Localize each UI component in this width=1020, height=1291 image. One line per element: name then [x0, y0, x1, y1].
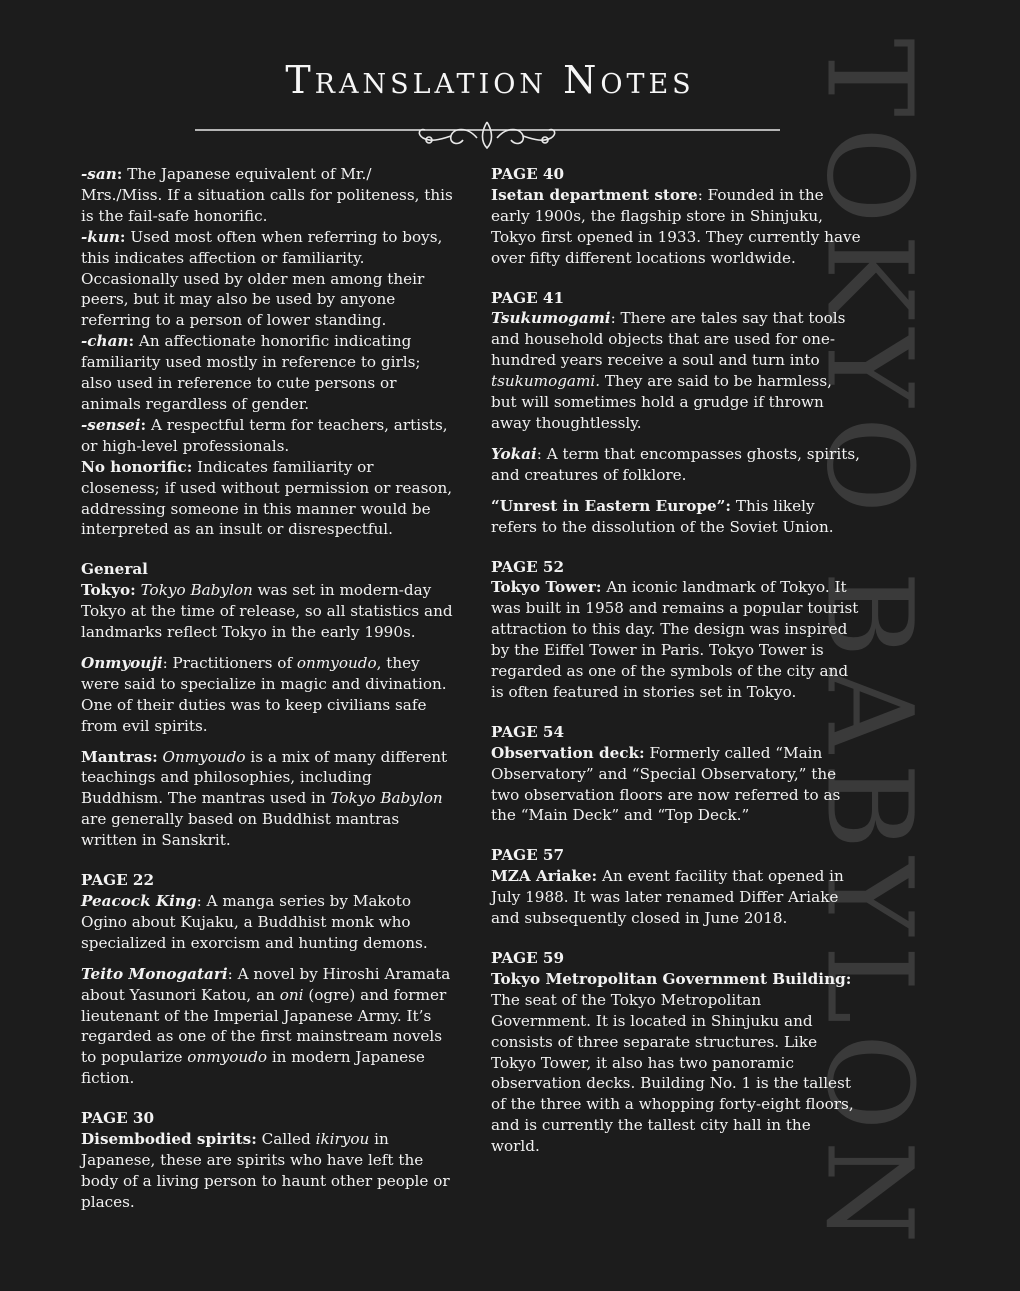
note-text: is a mix of many different teachings and philosophies, including Buddhism. The mantras used in [81, 747, 448, 808]
note-disembodied-spirits [81, 1129, 453, 1213]
note-term: Tokyo: [81, 581, 136, 600]
note-text: Called [261, 1130, 311, 1149]
note-term: Tsukumogami [491, 309, 611, 328]
note-onmyouji [81, 653, 453, 737]
note-observation-deck [491, 743, 861, 827]
note-tokyo [81, 580, 453, 643]
note-text: Used most often when referring to boys, this indicates affection or familiarity. Occasionally used by older men among their peers, but it may also be used by anyone referring to a person of lower standing. [81, 227, 443, 330]
note-term: Observation deck: [491, 743, 645, 762]
note-tokyo-tower [491, 577, 861, 702]
note-term: Tokyo Metropolitan Government Building: [491, 969, 852, 988]
note-tmg-building [491, 969, 861, 1157]
note-italic: oni [279, 985, 304, 1004]
note-text: Formerly called “Main Observatory” and “Special Observatory,” the two observation floors are now referred to as the “Main Deck” and “Top Deck.” [491, 743, 841, 825]
note-term: “Unrest in Eastern Europe”: [491, 496, 731, 515]
note-sensei: -sensei: A respectful term for teachers, artists, or high-level professionals. [81, 415, 448, 455]
note-text: : Founded in the early 1900s, the flagship store in Shinjuku, Tokyo first opened in 1933. They currently have over fifty different locations worldwide. [491, 185, 861, 267]
note-text: The seat of the Tokyo Metropolitan Government. It is located in Shinjuku and consists of three separate structures. Like Tokyo Tower, it also has two panoramic observation decks. Building No. 1 is the tallest of the three with a whopping forty-eight floors, and is currently the tallest city hall in the world. [491, 990, 854, 1156]
section-heading-page-41: PAGE 41 [491, 288, 565, 307]
note-term: -sensei [81, 415, 141, 434]
note-italic: Onmyoudo [162, 747, 246, 766]
section-heading-page-54: PAGE 54 [491, 722, 565, 741]
note-kun: -kun: Used most often when referring to boys, this indicates affection or familiarity. Occasionally used by older men among their peers, but it may also be used by anyone referring to a person of lower standing. [81, 227, 443, 330]
note-teito-monogatari [81, 964, 453, 1089]
note-text: : Practitioners of [162, 653, 293, 672]
section-heading-page-30: PAGE 30 [81, 1109, 155, 1128]
note-italic: Tokyo Babylon [330, 789, 443, 808]
note-text: , they were said to specialize in magic and divination. One of their duties was to keep civilians safe from evil spirits. [81, 653, 447, 735]
note-peacock-king [81, 891, 453, 954]
note-term: -chan [81, 332, 129, 351]
note-text: A respectful term for teachers, artists, or high-level professionals. [81, 415, 448, 455]
note-text: : A novel by Hiroshi Aramata about Yasunori Katou, an [81, 964, 451, 1004]
note-text: This likely refers to the dissolution of the Soviet Union. [491, 496, 834, 536]
watermark-text: TOKYO BABYLON [801, 37, 939, 1254]
note-term: MZA Ariake: [491, 867, 598, 886]
note-term: Mantras: [81, 747, 158, 766]
note-isetan [491, 185, 861, 269]
page-title: Translation Notes [285, 58, 695, 102]
note-text: The Japanese equivalent of Mr./ Mrs./Miss. If a situation calls for politeness, this is the fail-safe honorific. [81, 165, 453, 225]
note-italic: onmyoudo [296, 653, 377, 672]
note-italic: Tokyo Babylon [140, 581, 253, 600]
note-no-honorific [81, 457, 453, 541]
note-term: -kun [81, 227, 120, 246]
note-term: Teito Monogatari [81, 964, 228, 983]
note-san: -san: The Japanese equivalent of Mr./ Mrs./Miss. If a situation calls for politeness, this is the fail-safe honorific. [81, 165, 453, 225]
title-ornament-divider [195, 118, 780, 158]
note-term: No honorific: [81, 457, 193, 476]
note-term: -san [81, 165, 117, 183]
note-text: in modern Japanese fiction. [81, 1048, 425, 1088]
note-text: was set in modern-day Tokyo at the time of release, so all statistics and landmarks reflect Tokyo in the early 1990s. [81, 581, 453, 642]
note-term: Onmyouji [81, 653, 163, 672]
left-column [81, 164, 453, 1213]
note-term: Tokyo Tower: [491, 578, 602, 597]
note-text: They are said to be harmless, but will sometimes hold a grudge if thrown away thoughtlessly. [491, 372, 832, 432]
note-yokai [491, 444, 861, 486]
note-term: Disembodied spirits: [81, 1130, 257, 1149]
note-text: in Japanese, these are spirits who have left the body of a living person to haunt other people or places. [81, 1130, 450, 1211]
note-text: are generally based on Buddhist mantras written in Sanskrit. [81, 810, 400, 850]
note-term: Yokai [491, 444, 537, 463]
note-italic: onmyoudo [187, 1048, 267, 1067]
note-text: An event facility that opened in July 1988. It was later renamed Differ Ariake and subsequently closed in June 2018. [491, 867, 844, 928]
note-italic: tsukumogami. [491, 372, 601, 391]
note-chan: -chan: An affectionate honorific indicating familiarity used mostly in reference to girls; also used in reference to cute persons or animals regardless of gender. [81, 332, 421, 413]
note-text: Indicates familiarity or closeness; if used without permission or reason, addressing someone in this manner would be interpreted as an insult or disrespectful. [81, 457, 453, 539]
note-text: : There are tales say that tools and household objects that are used for one-hundred years receive a soul and turn into [491, 309, 846, 370]
note-text: : A manga series by Makoto Ogino about Kujaku, a Buddhist monk who specialized in exorcism and hunting demons. [81, 892, 428, 952]
section-heading-page-52: PAGE 52 [491, 557, 565, 576]
section-heading-page-57: PAGE 57 [491, 846, 565, 865]
note-tsukumogami [491, 308, 861, 433]
note-text: An affectionate honorific indicating familiarity used mostly in reference to girls; also used in reference to cute persons or animals regardless of gender. [81, 332, 421, 413]
note-text: : A term that encompasses ghosts, spirits, and creatures of folklore. [491, 444, 860, 484]
note-text: An iconic landmark of Tokyo. It was built in 1958 and remains a popular tourist attraction to this day. The design was inspired by the Eiffel Tower in Paris. Tokyo Tower is regarded as one of the symbols of the city and is often featured in stories set in Tokyo. [491, 578, 859, 701]
section-heading-page-40: PAGE 40 [491, 165, 565, 183]
note-term: Peacock King [81, 892, 197, 910]
note-term: Isetan department store [491, 185, 698, 204]
right-column [491, 164, 861, 1157]
note-unrest-eastern-europe [491, 496, 861, 538]
section-heading-page-22: PAGE 22 [81, 871, 155, 890]
note-mantras [81, 747, 453, 852]
section-heading-general: General [81, 560, 148, 579]
note-mza-ariake [491, 866, 861, 929]
note-text: (ogre) and former lieutenant of the Imperial Japanese Army. It’s regarded as one of the first mainstream novels to popularize [81, 985, 447, 1067]
section-heading-page-59: PAGE 59 [491, 949, 565, 967]
note-italic: ikiryou [315, 1130, 370, 1149]
